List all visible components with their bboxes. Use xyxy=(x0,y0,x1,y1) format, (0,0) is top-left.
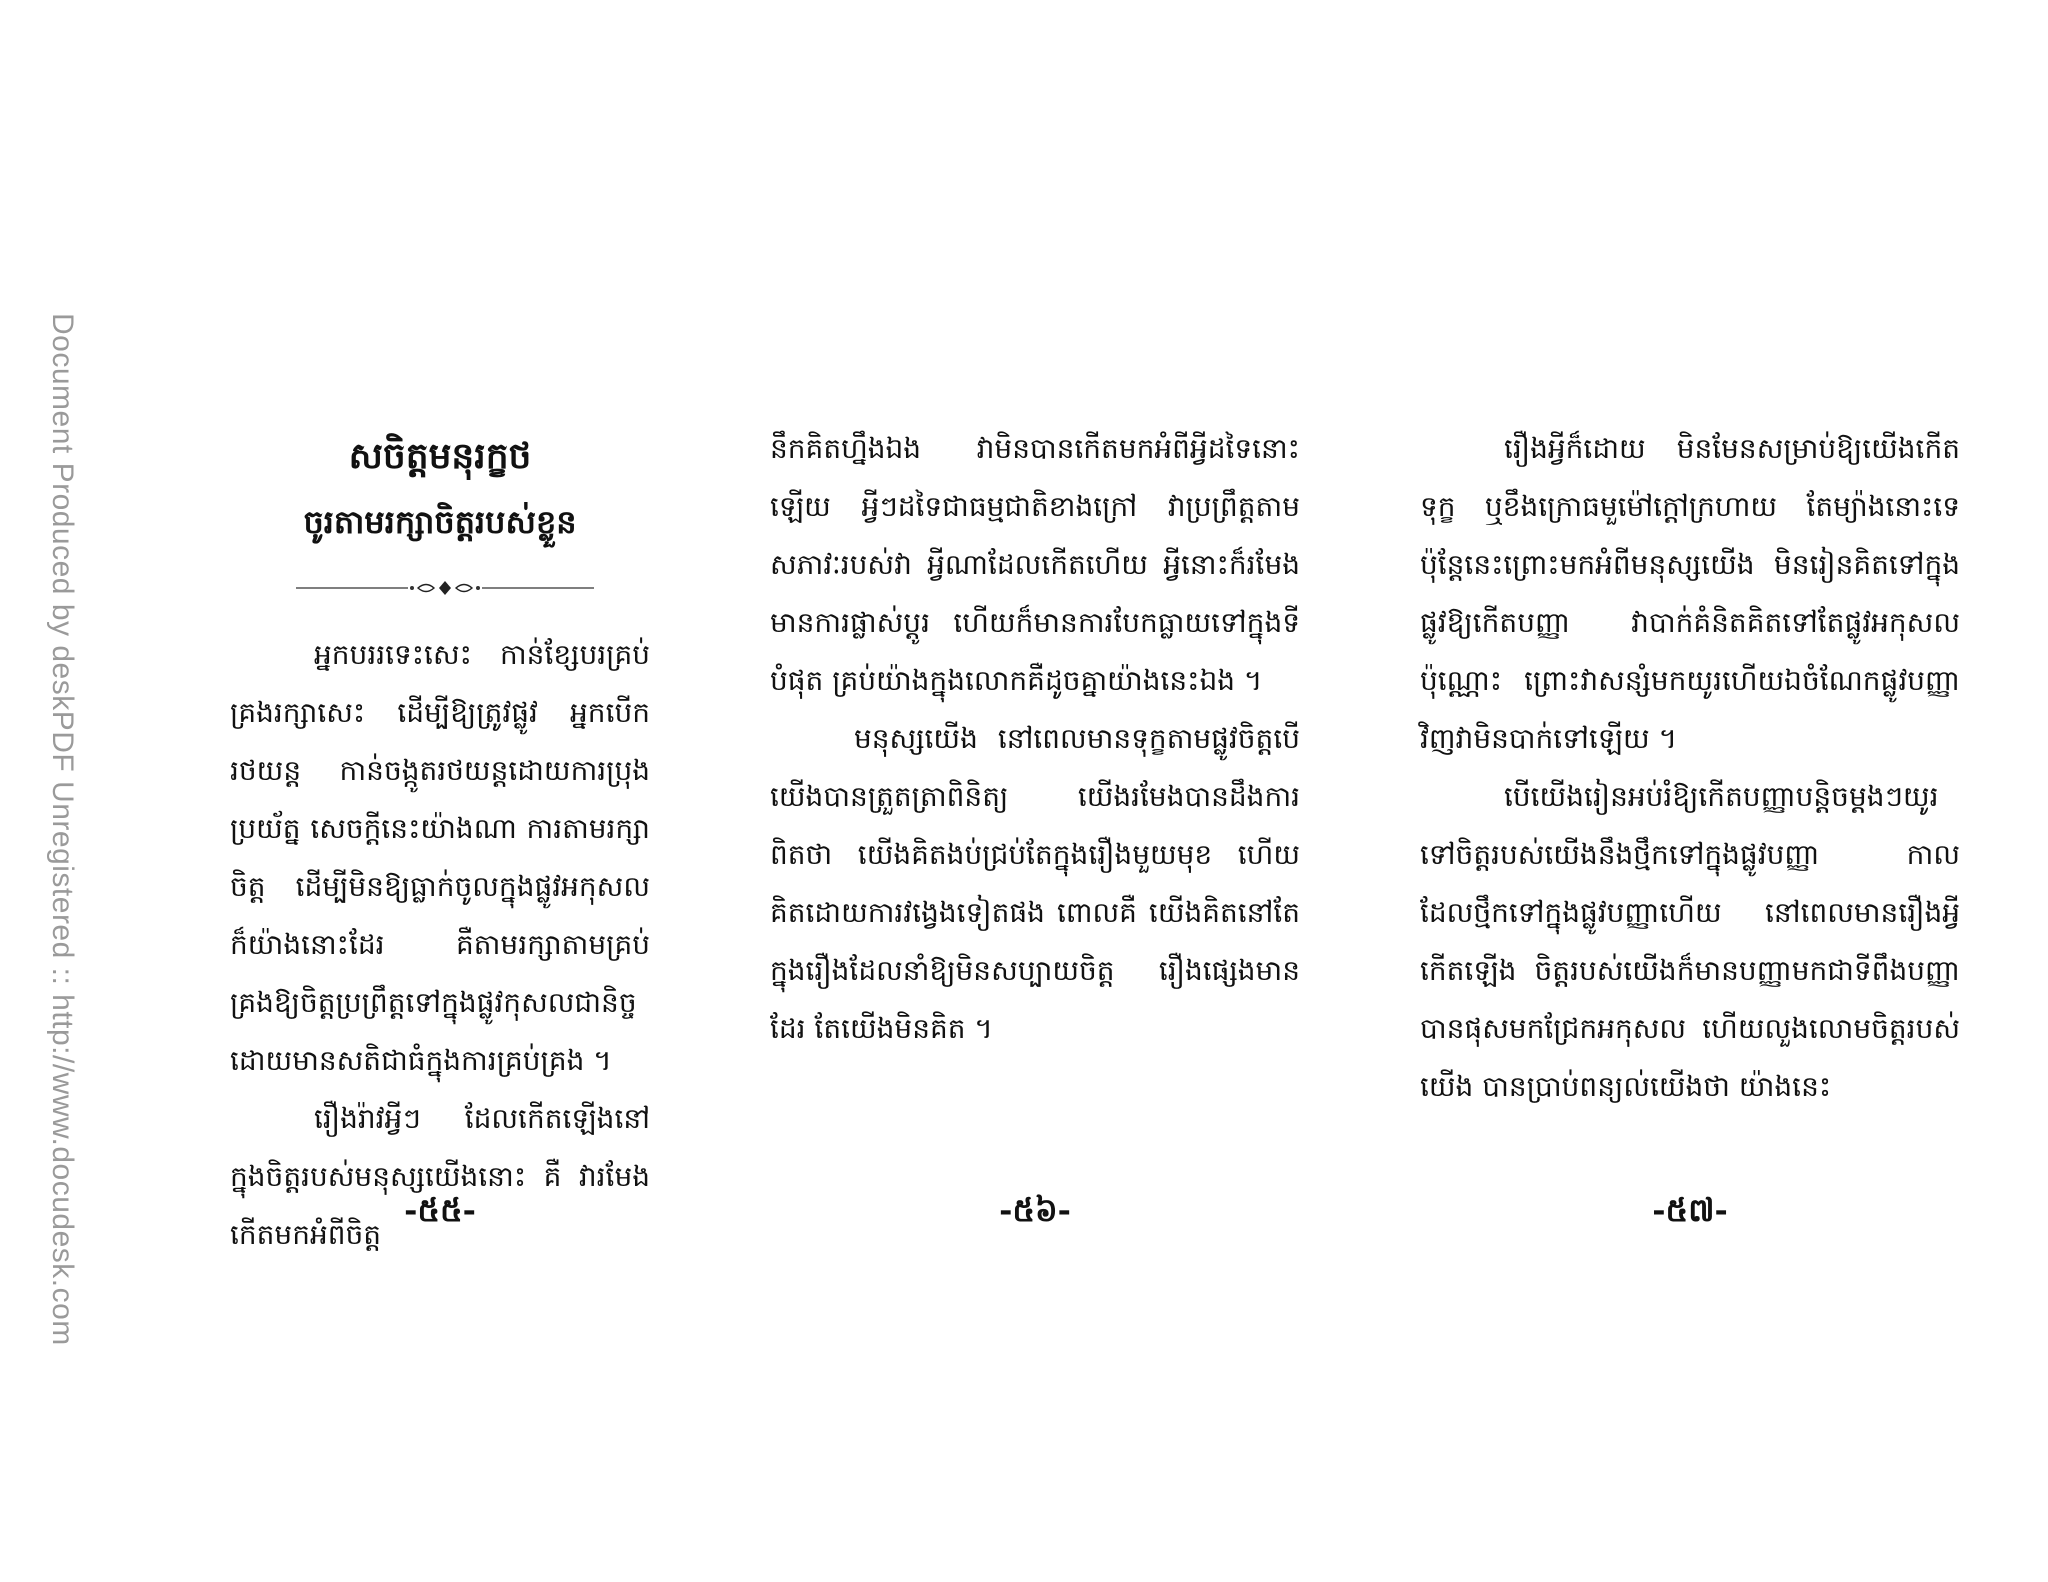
page-56 xyxy=(770,0,1300,1582)
body-text xyxy=(770,420,1300,1058)
paragraph: រឿងអ្វីក៏ដោយ មិនមែនសម្រាប់ឱ្យយើងកើតទុក្ខ ឬខឹងក្រោធមួម៉ៅក្ដៅក្រហាយ តែម្យ៉ាងនោះទេ ប៉ុន្តែនេះព្រោះមកអំពីមនុស្សយើង មិនរៀនគិតទៅក្នុងផ្លូវឱ្យកើតបញ្ញា វាបាក់គំនិតគិតទៅតែផ្លូវអកុសលប៉ុណ្ណោះ ព្រោះវាសន្សំមកយូរហើយឯចំណែកផ្លូវបញ្ញាវិញវាមិនបាក់ទៅឡើយ ។ xyxy=(1420,432,1960,755)
body-text xyxy=(230,626,650,1264)
paragraph: បើយើងរៀនអប់រំឱ្យកើតបញ្ញាបន្តិចម្ដងៗយូរទៅចិត្តរបស់យើងនឹងថ្មឹកទៅក្នុងផ្លូវបញ្ញា កាលដែលថ្មឹកទៅក្នុងផ្លូវបញ្ញាហើយ នៅពេលមានរឿងអ្វីកើតឡើង ចិត្តរបស់យើងក៏មានបញ្ញាមកជាទីពឹងបញ្ញាបានផុសមកជ្រែកអកុសល ហើយលួងលោមចិត្តរបស់យើង បានប្រាប់ពន្យល់យើងថា យ៉ាងនេះ xyxy=(1420,780,1960,1103)
page-number: -៥៥- xyxy=(404,1191,476,1229)
body-text xyxy=(1420,420,1960,1116)
chapter-subtitle: ចូរតាមរក្សាចិត្តរបស់ខ្លួន xyxy=(303,503,577,541)
page-55 xyxy=(230,0,650,1582)
page-number: -៥៦- xyxy=(999,1191,1071,1229)
paragraph: រឿងរ៉ាវអ្វីៗ ដែលកើតឡើងនៅក្នុងចិត្តរបស់មនុស្សយើងនោះ គឺ វារមែងកើតមកអំពីចិត្ត xyxy=(230,1102,650,1251)
paragraph: អ្នកបររទេះសេះ កាន់ខ្សែបរគ្រប់គ្រងរក្សាសេះ ដើម្បីឱ្យត្រូវផ្លូវ អ្នកបើករថយន្ត កាន់ចង្កូតរថយន្តដោយការប្រុងប្រយ័ត្ន សេចក្ដីនេះយ៉ាងណា ការតាមរក្សាចិត្ត ដើម្បីមិនឱ្យធ្លាក់ចូលក្នុងផ្លូវអកុសល ក៏យ៉ាងនោះដែរ គឺតាមរក្សាតាមគ្រប់គ្រងឱ្យចិត្តប្រព្រឹត្តទៅក្នុងផ្លូវកុសលជានិច្ចដោយមានសតិជាធំក្នុងការគ្រប់គ្រង ។ xyxy=(230,638,650,1077)
paragraph: មនុស្សយើង នៅពេលមានទុក្ខតាមផ្លូវចិត្តបើយើងបានត្រួតត្រាពិនិត្យ យើងរមែងបានដឹងការពិតថា យើងគិតងប់ជ្រប់តែក្នុងរឿងមួយមុខ ហើយគិតដោយការវង្វេងទៀតផង ពោលគឺ យើងគិតនៅតែក្នុងរឿងដែលនាំឱ្យមិនសប្បាយចិត្ត រឿងផ្សេងមានដែរ តែយើងមិនគិត ។ xyxy=(770,722,1300,1045)
page-number: -៥៧- xyxy=(1652,1191,1728,1229)
ornament-divider-icon xyxy=(290,578,600,598)
watermark-text: Document Produced by deskPDF Unregistered :: http://www.docudesk.com xyxy=(46,313,79,1346)
page-57 xyxy=(1420,0,1960,1582)
chapter-title: សចិត្តមនុរក្ខថ xyxy=(348,435,532,477)
paragraph: នឹកគិតហ្នឹងឯង វាមិនបានកើតមកអំពីអ្វីដទៃនោះឡើយ អ្វីៗដទៃជាធម្មជាតិខាងក្រៅ វាប្រព្រឹត្តតាមសភាវៈរបស់វា អ្វីណាដែលកើតហើយ អ្វីនោះក៏រមែងមានការផ្លាស់ប្ដូរ ហើយក៏មានការបែកធ្លាយទៅក្នុងទីបំផុត គ្រប់យ៉ាងក្នុងលោកគឺដូចគ្នាយ៉ាងនេះឯង ។ xyxy=(770,432,1300,697)
